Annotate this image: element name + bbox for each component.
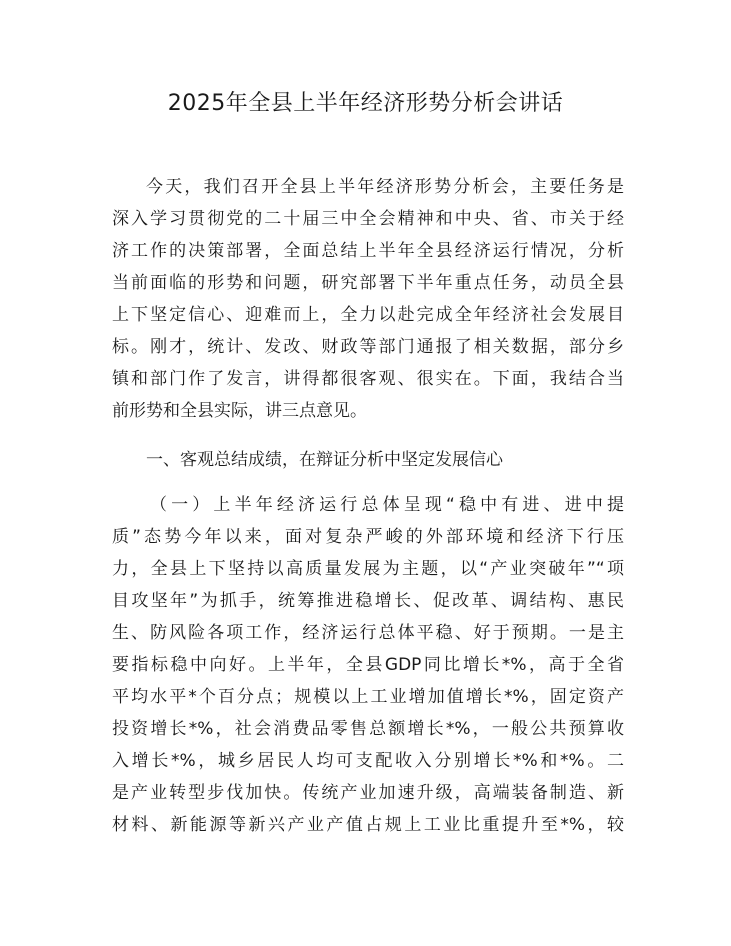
paragraph-line: 是产业转型步伐加快。传统产业加速升级，高端装备制造、新: [112, 783, 624, 803]
paragraph-line: 要指标稳中向好。上半年，全县GDP同比增长*%，高于全省: [112, 655, 624, 675]
paragraph-line: 力，全县上下坚持以高质量发展为主题，以“产业突破年”“项: [112, 559, 624, 579]
paragraph-line: 前形势和全县实际，讲三点意见。: [112, 401, 367, 421]
paragraph-line: 生、防风险各项工作，经济运行总体平稳、好于预期。一是主: [112, 623, 624, 643]
section-heading: 一、客观总结成绩，在辩证分析中坚定发展信心: [146, 450, 503, 470]
paragraph-line: 镇和部门作了发言，讲得都很客观、很实在。下面，我结合当: [112, 369, 624, 389]
paragraph-line: 标。刚才，统计、发改、财政等部门通报了相关数据，部分乡: [112, 337, 624, 357]
paragraph-line: 材料、新能源等新兴产业产值占规上工业比重提升至*%，较: [112, 815, 624, 835]
paragraph-line: 目攻坚年”为抓手，统筹推进稳增长、促改革、调结构、惠民: [112, 591, 624, 611]
paragraph-line: 平均水平*个百分点；规模以上工业增加值增长*%，固定资产: [112, 687, 624, 707]
paragraph-line: 入增长*%，城乡居民人均可支配收入分别增长*%和*%。二: [112, 751, 624, 771]
paragraph-line: 深入学习贯彻党的二十届三中全会精神和中央、省、市关于经: [112, 209, 624, 229]
paragraph-line: 今天，我们召开全县上半年经济形势分析会，主要任务是: [146, 177, 624, 197]
paragraph-line: 质”态势今年以来，面对复杂严峻的外部环境和经济下行压: [112, 527, 624, 547]
document-title: 2025年全县上半年经济形势分析会讲话: [167, 91, 564, 116]
paragraph-line: 投资增长*%，社会消费品零售总额增长*%，一般公共预算收: [112, 719, 624, 739]
paragraph-line: 当前面临的形势和问题，研究部署下半年重点任务，动员全县: [112, 273, 624, 293]
paragraph-line: 济工作的决策部署，全面总结上半年全县经济运行情况，分析: [112, 241, 624, 261]
paragraph-line: （一）上半年经济运行总体呈现“稳中有进、进中提: [150, 495, 624, 515]
paragraph-line: 上下坚定信心、迎难而上，全力以赴完成全年经济社会发展目: [112, 305, 624, 325]
